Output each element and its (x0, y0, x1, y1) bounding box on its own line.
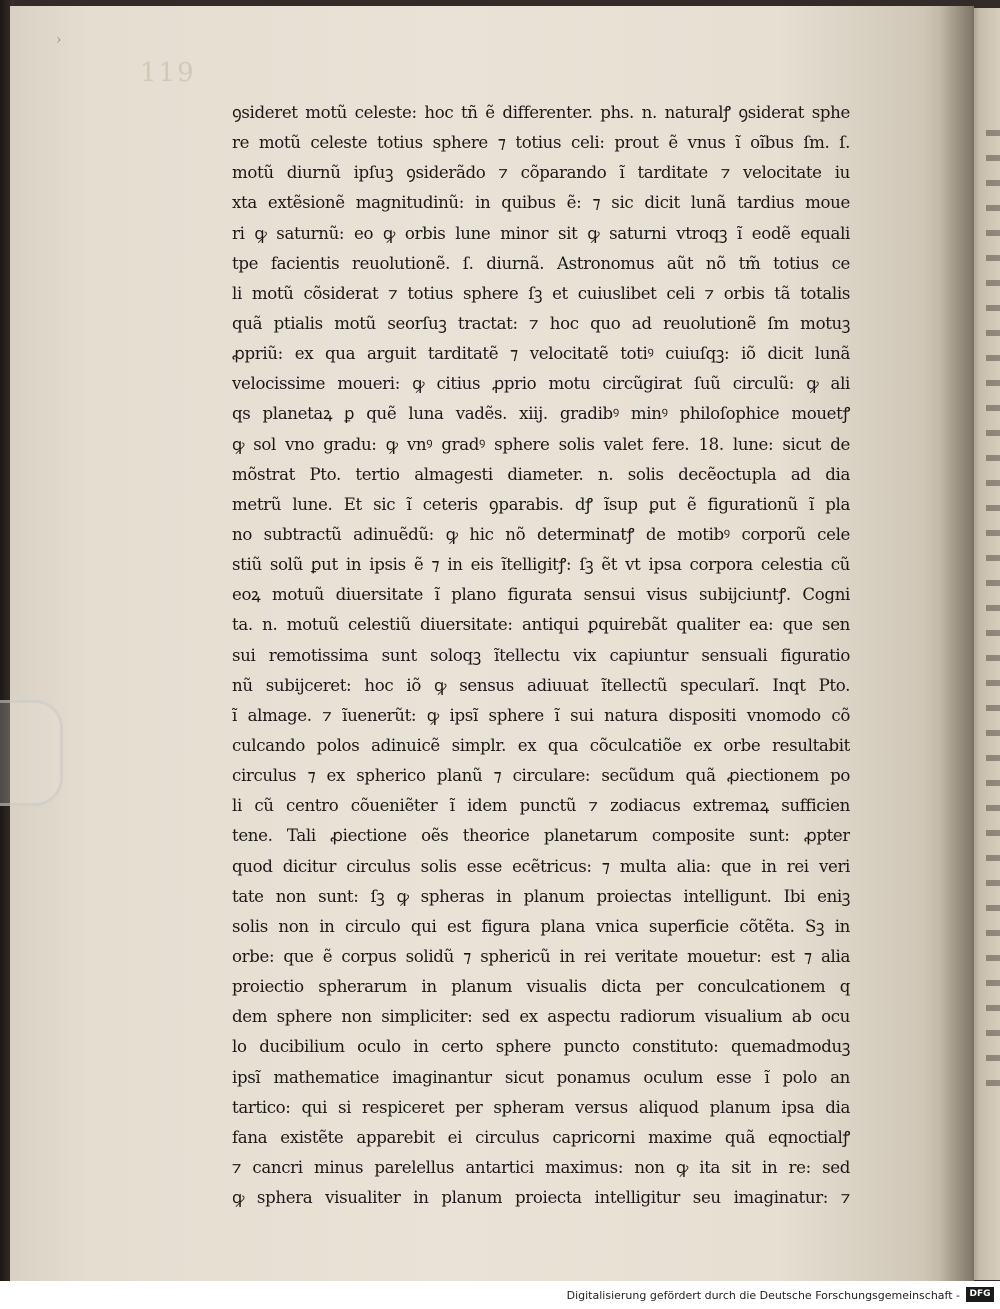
text-line: tpe facientis reuolutionẽ. ſ. diurnã. Astronomus aũt nõ tm̃ totius ce (232, 253, 850, 273)
text-line: qs planetaꝝ ꝑ quẽ luna vadẽs. xiij. gradibꝰ minꝰ philoſophice mouetꝭ (232, 404, 850, 424)
text-line: ⁊ cancri minus parelellus antartici maximus: non ꝙ ita sit in re: sed (232, 1157, 850, 1177)
text-line: ꝙ sol vno gradu: ꝙ vnꝰ gradꝰ sphere solis valet fere. 18. lune: sicut de (232, 434, 850, 454)
text-line: tate non sunt: ſꝫ ꝙ spheras in planum proiectas intelligunt. Ibi eniꝫ (232, 886, 850, 906)
text-line: nũ subijceret: hoc iõ ꝙ sensus adiuuat ĩtellectũ specularĩ. Inqt Pto. (232, 675, 850, 695)
text-line: motũ diurnũ ipſuꝫ ꝯsiderãdo ⁊ cõparando ĩ tarditate ⁊ velocitate iu (232, 163, 850, 183)
page-clip (0, 700, 63, 806)
text-line: li motũ cõsiderat ⁊ totius sphere ſꝫ et cuiuslibet celi ⁊ orbis tã totalis (232, 283, 850, 303)
text-line: ꝯsideret motũ celeste: hoc tñ ẽ differenter. phs. n. naturalꝭ ꝯsiderat sphe (232, 103, 850, 122)
text-line: ꝓpriũ: ex qua arguit tarditatẽ ⁊ velocitatẽ totiꝰ cuiuſqꝫ: iõ dicit lunã (232, 344, 850, 364)
text-line: stiũ solũ ꝑut in ipsis ẽ ⁊ in eis ĩtelligitꝭ: ſꝫ ẽt vt ipsa corpora celestia cũ (232, 555, 850, 575)
page-number: 119 (140, 58, 196, 88)
text-line: orbe: que ẽ corpus solidũ ⁊ sphericũ in rei veritate mouetur: est ⁊ alia (232, 946, 850, 966)
text-line: tartico: qui si respiceret per spheram versus aliquod planum ipsa dia (232, 1097, 850, 1117)
text-line: proiectio spherarum in planum visualis dicta per conculcationem q (232, 977, 850, 997)
text-line: culcando polos adinuicẽ simplr. ex qua cõculcatiõe ex orbe resultabit (232, 735, 850, 755)
text-line: no subtractũ adinuẽdũ: ꝙ hic nõ determinatꝭ de motibꝰ corporũ cele (232, 524, 850, 544)
corner-mark: › (56, 32, 62, 48)
text-line: xta extẽsionẽ magnitudinũ: in quibus ẽ: ⁊ sic dicit lunã tardius moue (232, 193, 850, 213)
text-line: fana existẽte apparebit ei circulus capricorni maxime quã eqnoctialꝭ (232, 1127, 850, 1147)
text-line: tene. Tali ꝓiectione oẽs theorice planetarum composite sunt: ꝓpter (232, 826, 850, 846)
dfg-logo: DFG (966, 1287, 994, 1302)
text-block (232, 98, 850, 1213)
text-line: li cũ centro cõueniẽter ĩ idem punctũ ⁊ zodiacus extremaꝝ sufficien (232, 796, 850, 816)
footer-credit: Digitalisierung gefördert durch die Deutsche Forschungsgemeinschaft - (566, 1289, 960, 1302)
text-line: quod dicitur circulus solis esse ecẽtricus: ⁊ multa alia: que in rei veri (232, 856, 850, 876)
text-line: eoꝝ motuũ diuersitate ĩ plano figurata sensui visus subijciuntꝭ. Cogni (232, 585, 850, 605)
text-line: circulus ⁊ ex spherico planũ ⁊ circulare: secũdum quã ꝓiectionem po (232, 766, 850, 786)
text-line: ipsĩ mathematice imaginantur sicut ponamus oculum esse ĩ polo an (232, 1067, 850, 1087)
text-line: solis non in circulo qui est figura plana vnica superficie cõtẽta. Sꝫ in (232, 916, 850, 936)
footer-bar (0, 1281, 1000, 1309)
facing-page-text-traces (986, 130, 1000, 1090)
text-line: ta. n. motuũ celestiũ diuersitate: antiqui ꝑquirebãt qualiter ea: que sen (232, 615, 850, 635)
text-line: quã ptialis motũ seorſuꝫ tractat: ⁊ hoc quo ad reuolutionẽ ſm motuꝫ (232, 313, 850, 333)
text-line: re motũ celeste totius sphere ⁊ totius celi: prout ẽ vnus ĩ oĩbus ſm. ſ. (232, 133, 850, 153)
text-line: dem sphere non simpliciter: sed ex aspectu radiorum visualium ab ocu (232, 1007, 850, 1027)
text-line: lo ducibilium oculo in certo sphere puncto constituto: quemadmoduꝫ (232, 1037, 850, 1057)
text-line: ĩ almage. ⁊ ĩuenerũt: ꝙ ipsĩ sphere ĩ sui natura dispositi vnomodo cõ (232, 705, 850, 725)
text-line: metrũ lune. Et sic ĩ ceteris ꝯparabis. dꝭ ĩsup ꝑut ẽ figurationũ ĩ pla (232, 494, 850, 514)
text-line: ri ꝙ saturnũ: eo ꝙ orbis lune minor sit ꝙ saturni vtroqꝫ ĩ eodẽ equali (232, 223, 850, 243)
text-line: mõstrat Pto. tertio almagesti diameter. n. solis decẽoctupla ad dia (232, 464, 850, 484)
text-line: sui remotissima sunt soloqꝫ ĩtellectu vix capiuntur sensuali figuratio (232, 645, 850, 665)
text-line: velocissime moueri: ꝙ citius ꝓprio motu circũgirat ſuũ circulũ: ꝙ ali (232, 374, 850, 394)
text-line: ꝙ sphera visualiter in planum proiecta intelligitur seu imaginatur: ⁊ (232, 1188, 850, 1208)
page-gutter-shadow (940, 6, 972, 1281)
